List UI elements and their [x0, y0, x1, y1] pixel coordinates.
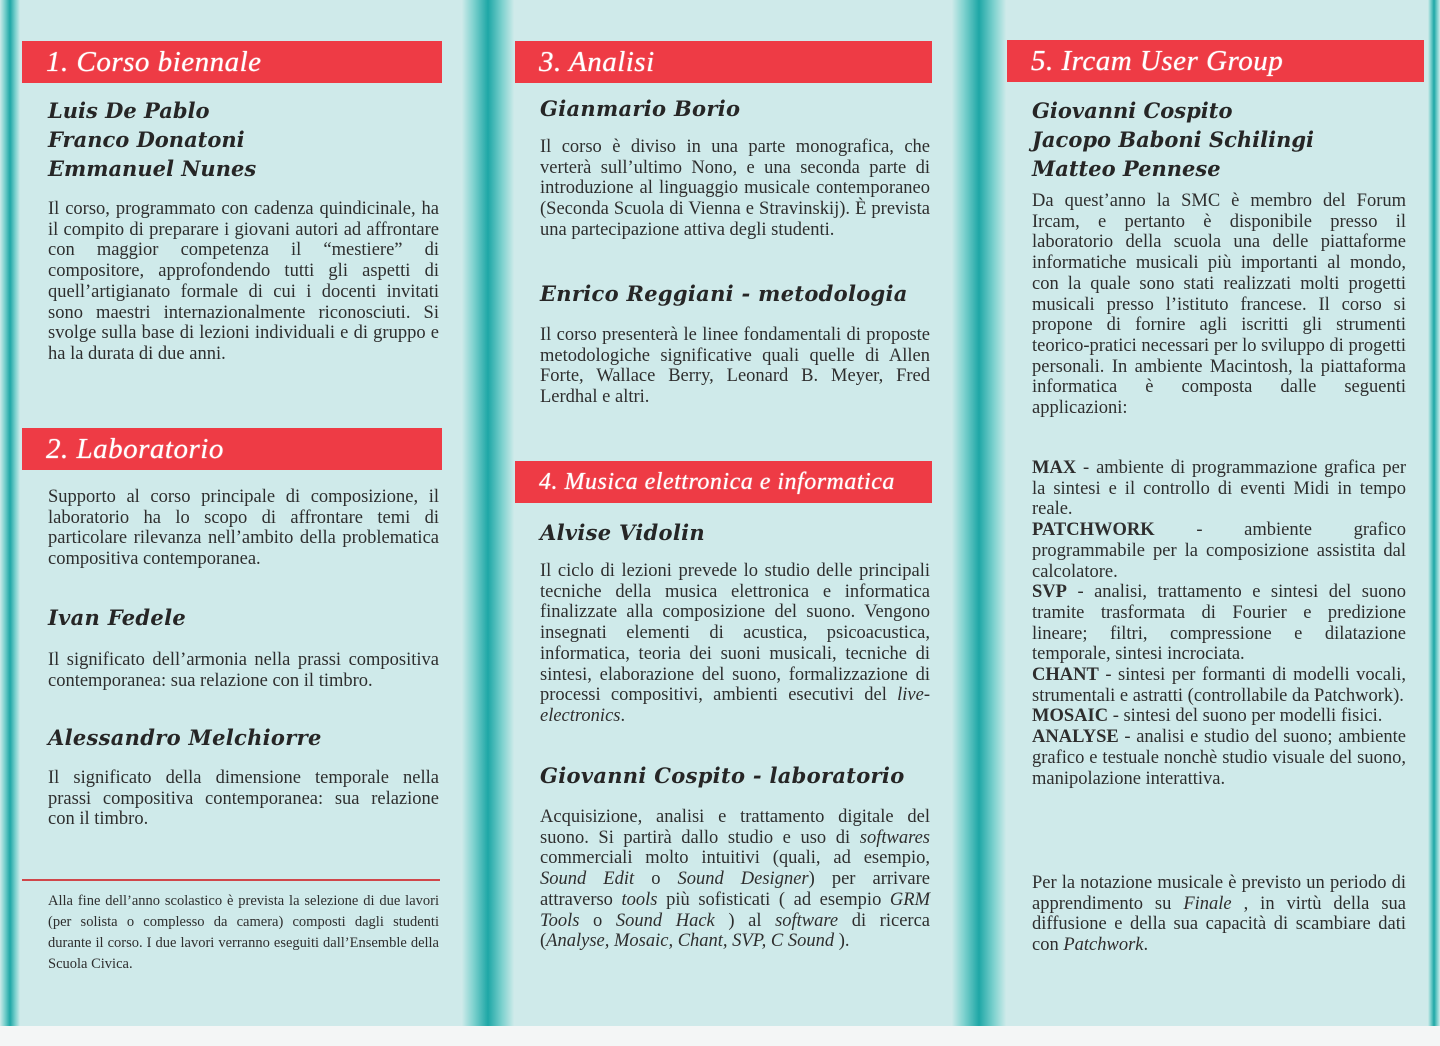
teacher-name-cospito-lab: Giovanni Cospito - laboratorio [540, 763, 905, 788]
section-heading-laboratorio: 2. Laboratorio [22, 428, 442, 470]
teacher-name: Giovanni Cospito [1032, 98, 1233, 123]
app-entry: SVP - analisi, trattamento e sintesi del suono tramite trasformata di Fourier e predizione lineare; filtri, compressione e dilatazione temporale, sintesi incrociata. [1032, 582, 1406, 665]
reggiani-description: Il corso presenterà le linee fondamentali di proposte metodologiche significative quali quelle di Allen Forte, Wallace Berry, Leonard B. Meyer, Fred Lerdhal e altri. [540, 325, 930, 408]
section-heading-ircam: 5. Ircam User Group [1007, 40, 1424, 82]
teacher-name: Emmanuel Nunes [48, 156, 257, 181]
vidolin-description: Il ciclo di lezioni prevede lo studio delle principali tecniche della musica elettronica e informatica finalizzate alla composizione del suono. Vengono insegnati elementi di acustica, psicoacustica, informatica, teoria dei suoni musicali, tecniche di sintesi, elaborazione del suono, formalizzazione di processi compositivi, ambienti esecutivi del live-electronics. [540, 561, 930, 726]
teacher-name-vidolin: Alvise Vidolin [540, 520, 705, 545]
fold-divider-2 [952, 0, 1006, 1026]
ircam-outro: Per la notazione musicale è previsto un periodo di apprendimento su Finale , in virtù della sua diffusione e della sua capacità di scambiare dati con Patchwork. [1032, 873, 1406, 956]
ircam-intro: Da quest’anno la SMC è membro del Forum Ircam, e pertanto è disponibile presso il laboratorio della scuola una delle piattaforme informatiche musicali più importanti al mondo, con la quale sono stati realizzati molti progetti musicali presso l’istituto francese. Il corso si propone di fornire agli iscritti gli strumenti teorico-pratici necessari per lo sviluppo di progetti personali. In ambiente Macintosh, la piattaforma informatica è composta dalle seguenti applicazioni: [1032, 191, 1406, 419]
app-entry: PATCHWORK - ambiente grafico programmabile per la composizione assistita dal calcolatore. [1032, 520, 1406, 582]
app-entry: MOSAIC - sintesi del suono per modelli fisici. [1032, 706, 1383, 727]
laboratorio-description: Supporto al corso principale di composizione, il laboratorio ha lo scopo di affrontare temi di particolare rilevanza nell’ambito della problematica compositiva contemporanea. [48, 487, 439, 570]
teacher-name-borio: Gianmario Borio [540, 96, 741, 121]
teacher-name-reggiani: Enrico Reggiani - metodologia [540, 281, 908, 306]
corso-description: Il corso, programmato con cadenza quindicinale, ha il compito di preparare i giovani autori ad affrontare con maggior competenza il “mestiere” di compositore, approfondendo tutti gli aspetti di quell’artigianato formale di cui i docenti invitati sono maestri internazionalmente riconosciuti. Si svolge sulla base di lezioni individuali e di gruppo e ha la durata di due anni. [48, 199, 439, 364]
scan-margin [0, 1026, 1440, 1046]
cospito-lab-description: Acquisizione, analisi e trattamento digitale del suono. Si partirà dallo studio e uso di softwares commerciali molto intuitivi (quali, ad esempio, Sound Edit o Sound Designer) per arrivare attraverso tools più sofisticati ( ad esempio GRM Tools o Sound Hack ) al software di ricerca (Analyse, Mosaic, Chant, SVP, C Sound ). [540, 807, 930, 952]
melchiorre-description: Il significato della dimensione temporale nella prassi compositiva contemporanea: sua relazione con il timbro. [48, 768, 439, 830]
teacher-name-fedele: Ivan Fedele [48, 605, 187, 630]
teacher-name: Matteo Pennese [1032, 156, 1221, 181]
footnote-text: Alla fine dell’anno scolastico è prevista la selezione di due lavori (per solista o complesso da camera) composti dagli studenti durante il corso. I due lavori verranno eseguiti dall’Ensemble della Scuola Civica. [48, 893, 439, 972]
ircam-applications-list [1032, 458, 1406, 789]
borio-description: Il corso è diviso in una parte monografica, che verterà sull’ultimo Nono, e una seconda parte di introduzione al linguaggio musicale contemporaneo (Seconda Scuola di Vienna e Stravinskij). È prevista una partecipazione attiva degli studenti. [540, 137, 930, 240]
teacher-name: Luis De Pablo [48, 98, 210, 123]
section-heading-corso-biennale: 1. Corso biennale [22, 41, 442, 83]
footnote-divider [22, 879, 440, 881]
fold-left-edge [0, 0, 20, 1026]
teacher-name-melchiorre: Alessandro Melchiorre [48, 725, 322, 750]
fold-divider-1 [462, 0, 514, 1026]
teacher-names-ircam [1032, 96, 1314, 183]
app-entry: CHANT - sintesi per formanti di modelli vocali, strumentali e astratti (controllabile da Patchwork). [1032, 665, 1406, 706]
teacher-name: Franco Donatoni [48, 127, 245, 152]
teacher-names-corso [48, 96, 256, 183]
teacher-name: Jacopo Baboni Schilingi [1032, 127, 1315, 152]
app-entry: MAX - ambiente di programmazione grafica per la sintesi e il controllo di eventi Midi in tempo reale. [1032, 458, 1406, 520]
fedele-description: Il significato dell’armonia nella prassi compositiva contemporanea: sua relazione con il timbro. [48, 650, 439, 691]
app-entry: ANALYSE - analisi e studio del suono; ambiente grafico e testuale nonchè studio visuale del suono, manipolazione interattiva. [1032, 727, 1406, 789]
fold-right-edge [1428, 0, 1440, 1026]
section-heading-analisi: 3. Analisi [515, 41, 932, 83]
section-heading-musica-elettronica: 4. Musica elettronica e informatica [515, 461, 932, 503]
